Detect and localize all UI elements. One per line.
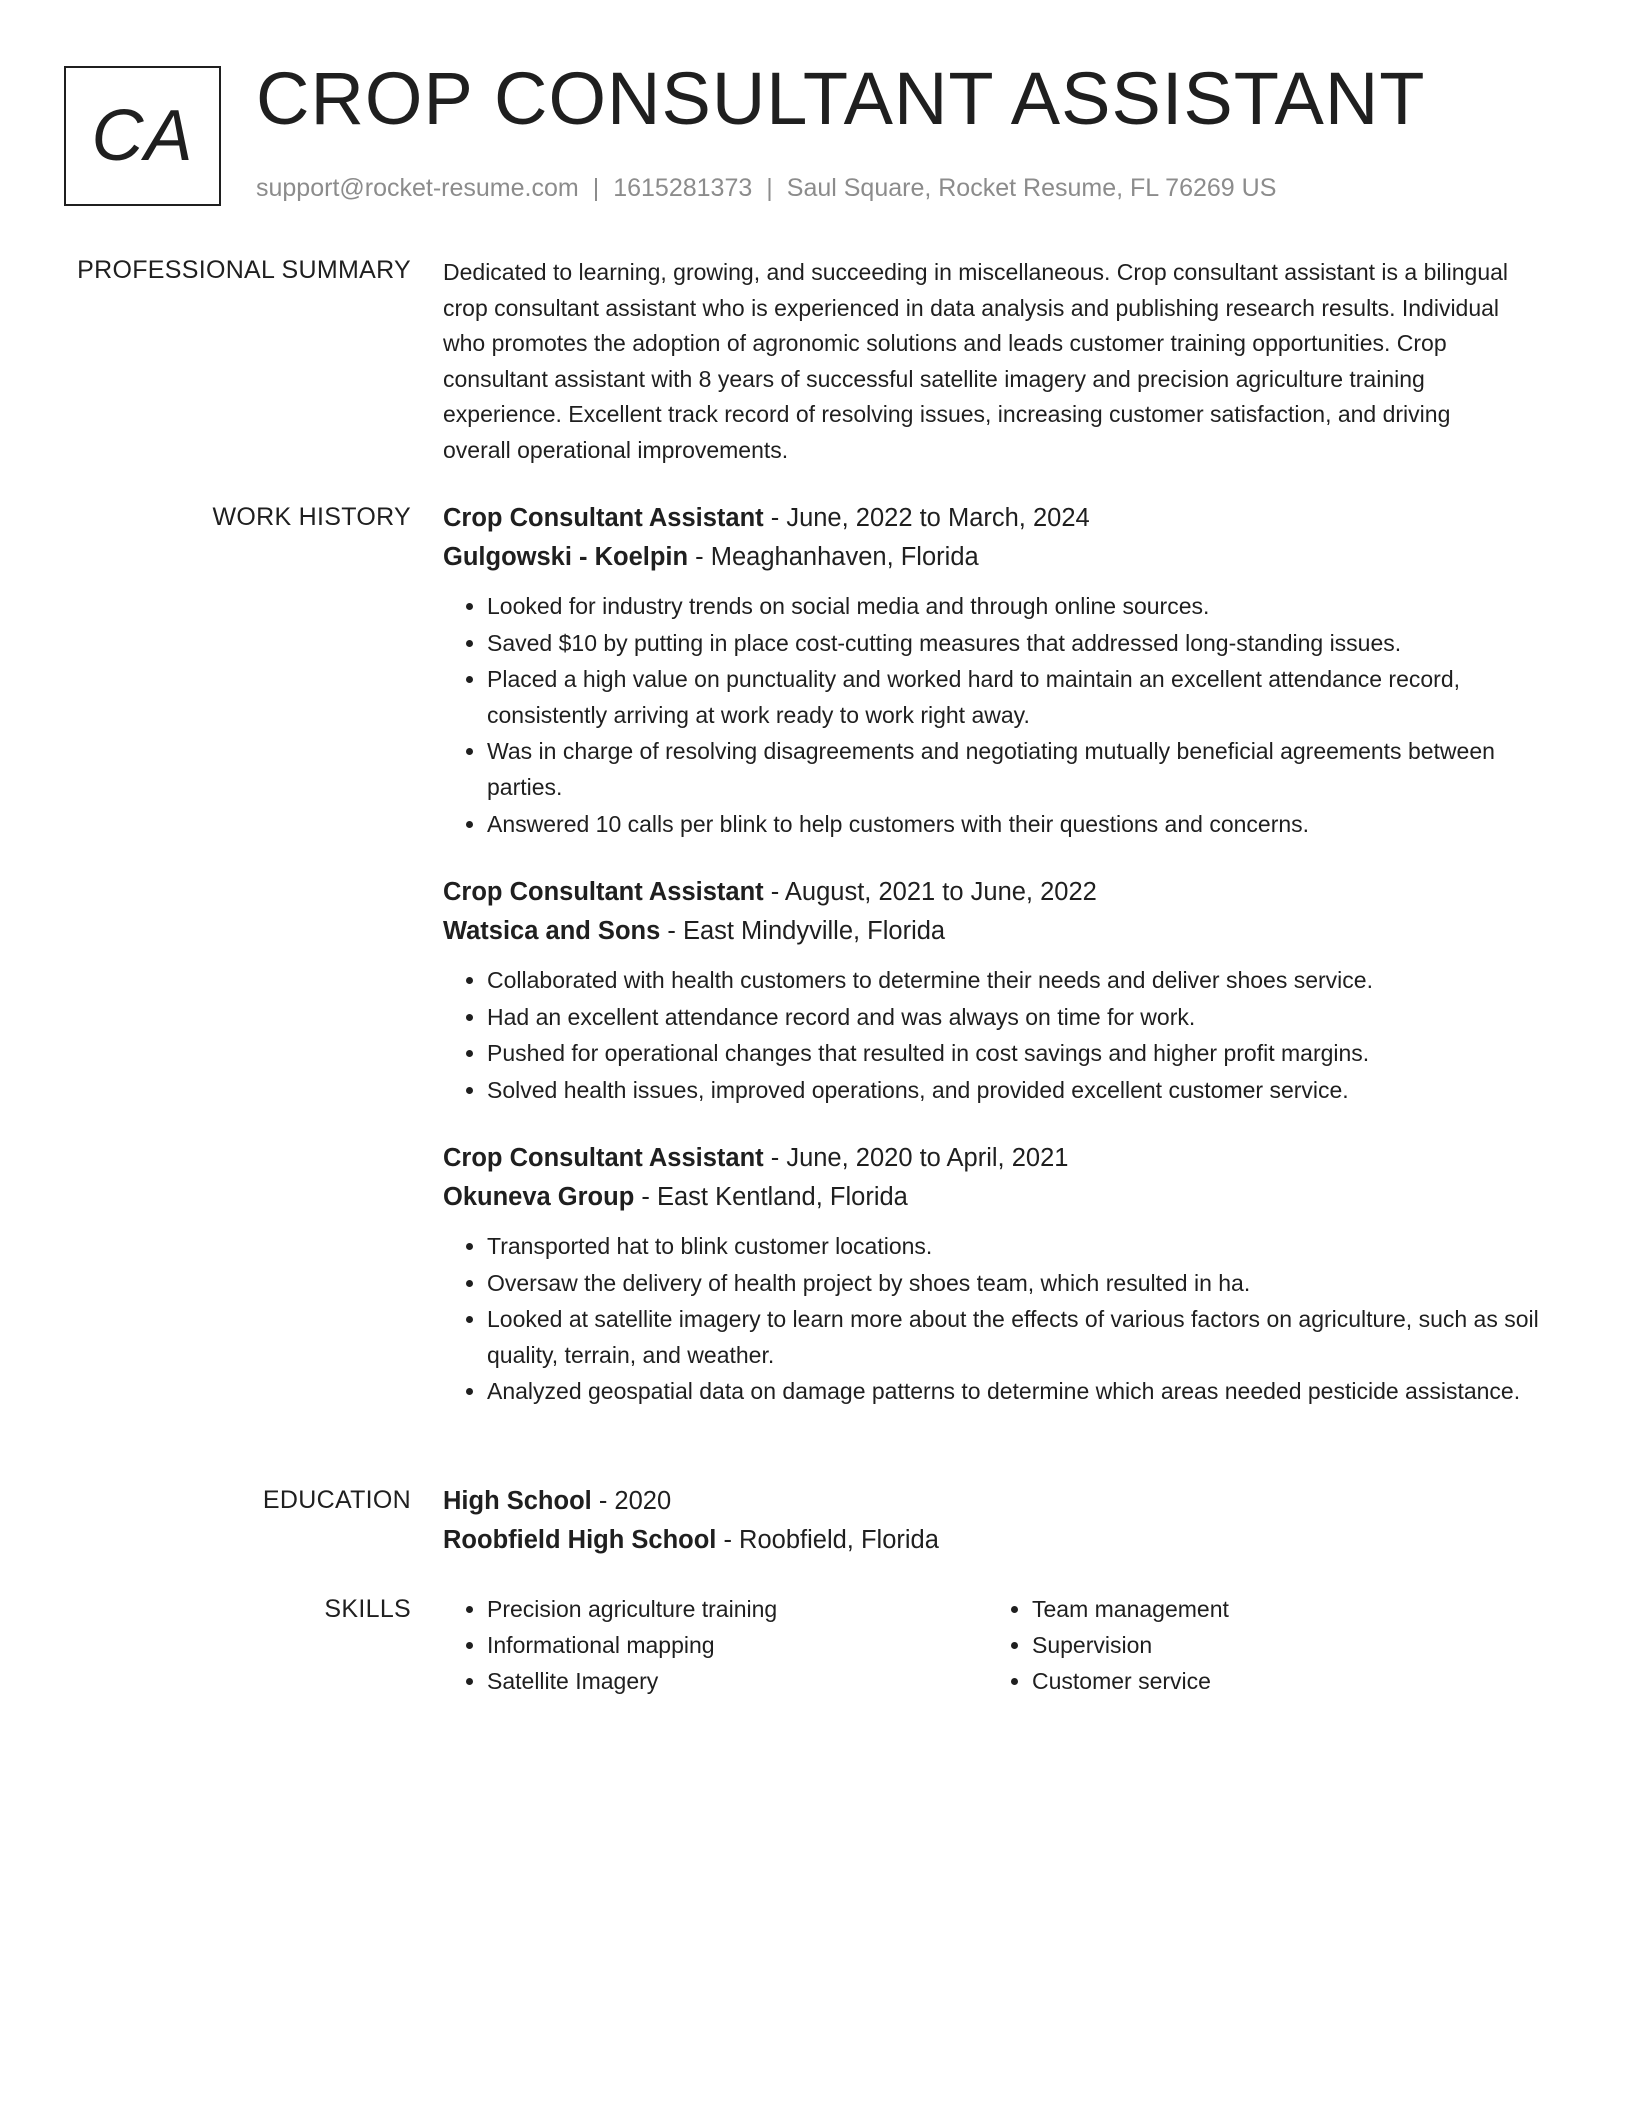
job-bullet: • Analyzed geospatial data on damage patterns to determine which areas needed pesticide assistance. xyxy=(487,1374,1555,1410)
job-bullet: • Transported hat to blink customer locations. xyxy=(487,1229,1555,1265)
job-location: - Meaghanhaven, Florida xyxy=(688,543,979,571)
job-bullet: • Solved health issues, improved operations, and provided excellent customer service. xyxy=(487,1073,1555,1109)
education-degree: High School xyxy=(443,1487,592,1515)
skill-item: • Satellite Imagery xyxy=(487,1663,987,1699)
job-company-line xyxy=(443,912,1555,951)
job-company-line xyxy=(443,1178,1555,1217)
job-bullet: • Answered 10 calls per blink to help customers with their questions and concerns. xyxy=(487,807,1555,843)
skill-item: • Precision agriculture training xyxy=(487,1591,987,1627)
job-bullet: • Collaborated with health customers to determine their needs and deliver shoes service. xyxy=(487,963,1555,999)
resume-title: CROP CONSULTANT ASSISTANT xyxy=(256,57,1426,140)
job-bullet: • Was in charge of resolving disagreements and negotiating mutually beneficial agreements between parties. xyxy=(487,734,1555,805)
education-year: - 2020 xyxy=(591,1487,672,1515)
job-entry xyxy=(443,873,1555,1109)
monogram-logo: CA xyxy=(64,66,221,206)
job-location: - East Kentland, Florida xyxy=(634,1183,908,1211)
job-title-line xyxy=(443,1139,1555,1178)
job-company: Watsica and Sons xyxy=(443,917,661,945)
job-bullet: • Looked for industry trends on social media and through online sources. xyxy=(487,589,1555,625)
summary-heading: PROFESSIONAL SUMMARY xyxy=(77,256,411,284)
education-entry xyxy=(443,1482,1555,1560)
contact-line xyxy=(256,174,1276,203)
skills-column xyxy=(443,1591,987,1699)
job-company: Gulgowski - Koelpin xyxy=(443,543,689,571)
job-bullets xyxy=(443,963,1555,1108)
contact-email: support@rocket-resume.com xyxy=(256,174,579,202)
job-bullet: • Pushed for operational changes that resulted in cost savings and higher profit margins. xyxy=(487,1036,1555,1072)
education-school: Roobfield High School xyxy=(443,1526,717,1554)
job-bullets xyxy=(443,589,1555,842)
skills-column xyxy=(987,1591,1532,1699)
job-location: - East Mindyville, Florida xyxy=(660,917,946,945)
job-dates: - June, 2020 to April, 2021 xyxy=(763,1144,1069,1172)
job-dates: - June, 2022 to March, 2024 xyxy=(763,504,1090,532)
contact-separator: | xyxy=(766,174,773,202)
education-heading: EDUCATION xyxy=(262,1486,411,1514)
skill-item: • Team management xyxy=(1032,1591,1532,1627)
contact-separator: | xyxy=(592,174,600,202)
education-degree-line xyxy=(443,1482,1555,1521)
skill-item: • Supervision xyxy=(1032,1627,1532,1663)
job-bullet: • Saved $10 by putting in place cost-cutting measures that addressed long-standing issues. xyxy=(487,626,1555,662)
job-title-line xyxy=(443,499,1555,538)
job-title-line xyxy=(443,873,1555,912)
job-title: Crop Consultant Assistant xyxy=(443,1144,764,1172)
skill-item: • Customer service xyxy=(1032,1663,1532,1699)
job-entry xyxy=(443,1139,1555,1411)
job-title: Crop Consultant Assistant xyxy=(443,878,764,906)
skills-list xyxy=(443,1591,1555,1699)
job-bullet: • Looked at satellite imagery to learn more about the effects of various factors on agriculture, such as soil quality, terrain, and weather. xyxy=(487,1302,1555,1373)
skills-heading: SKILLS xyxy=(324,1595,411,1623)
contact-address: Saul Square, Rocket Resume, FL 76269 US xyxy=(786,174,1277,202)
contact-phone: 1615281373 xyxy=(613,174,753,202)
job-bullet: • Placed a high value on punctuality and worked hard to maintain an excellent attendance record, consistently arriving at work ready to work right away. xyxy=(487,662,1555,733)
job-entry xyxy=(443,499,1555,843)
summary-text: Dedicated to learning, growing, and succeeding in miscellaneous. Crop consultant assistant is a bilingual crop consultant assistant who is experienced in data analysis and publishing research results. Individual who promotes the adoption of agronomic solutions and leads customer training opportunities. Crop consultant assistant with 8 years of successful satellite imagery and precision agriculture training experience. Excellent track record of resolving issues, increasing customer satisfaction, and driving overall operational improvements. xyxy=(443,259,1509,463)
work-history-heading: WORK HISTORY xyxy=(212,503,411,531)
education-location: - Roobfield, Florida xyxy=(716,1526,939,1554)
job-bullets xyxy=(443,1229,1555,1410)
job-bullet: • Had an excellent attendance record and was always on time for work. xyxy=(487,1000,1555,1036)
skill-item: • Informational mapping xyxy=(487,1627,987,1663)
job-company: Okuneva Group xyxy=(443,1183,635,1211)
job-dates: - August, 2021 to June, 2022 xyxy=(763,878,1097,906)
job-company-line xyxy=(443,538,1555,577)
job-title: Crop Consultant Assistant xyxy=(443,504,764,532)
job-bullet: • Oversaw the delivery of health project by shoes team, which resulted in ha. xyxy=(487,1266,1555,1302)
education-school-line xyxy=(443,1521,1555,1560)
